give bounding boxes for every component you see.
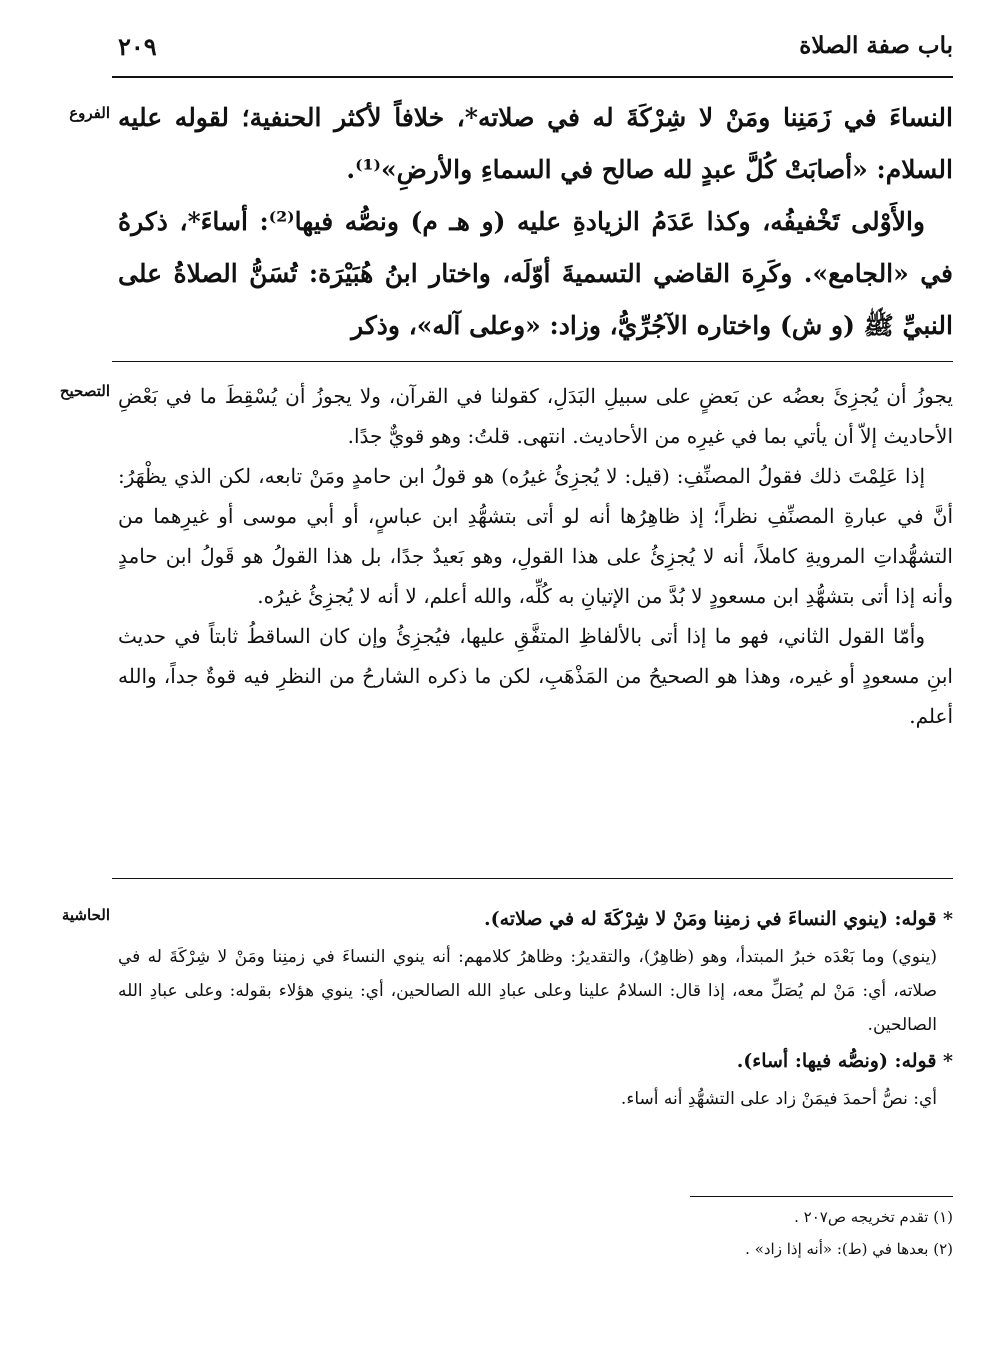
footnote-2: (٢) بعدها في (ط): «أنه إذا زاد» .	[745, 1240, 953, 1258]
furu-paragraph: النساءَ في زَمَنِنا ومَنْ لا شِرْكَةَ له في صلاته*، خلافاً لأكثر الحنفية؛ لقوله عليه السلام: «أصابَتْ كُلَّ عبدٍ لله صالح في السماءِ والأرضِ»⁽¹⁾.	[118, 103, 953, 184]
section-divider	[112, 361, 953, 362]
section-divider	[112, 878, 953, 879]
furu-paragraph: والأَوْلى تَخْفيفُه، وكذا عَدَمُ الزيادةِ عليه (و هـ م) ونصُّه فيها⁽²⁾: أساءَ*، ذكرهُ في «الجامع». وكَرِهَ القاضي التسميةَ أوّلَه، واختار ابنُ هُبَيْرَة: تُسَنُّ الصلاةُ على النبيِّ ﷺ (و ش) واختاره الآجُرِّيُّ، وزاد: «وعلى آله»، وذكر	[118, 207, 953, 340]
page-number: ٢٠٩	[118, 32, 157, 61]
hashiya-quote-heading: * قوله: (ونصُّه فيها: أساء).	[736, 1050, 953, 1072]
hashiya-section	[118, 900, 953, 1116]
footnote-1: (١) تقدم تخريجه ص٢٠٧ .	[794, 1208, 953, 1226]
side-label-furu: الفروع	[69, 104, 110, 122]
tashih-paragraph: إذا عَلِمْتَ ذلك فقولُ المصنِّفِ: (قيل: لا يُجزِئُ غيرُه) هو قولُ ابن حامدٍ ومَنْ تابعه، لكن الذي يظْهَرُ: أنَّ في عبارةِ المصنِّفِ نظراً؛ إذ ظاهِرُها أنه لو أتى بتشهُّدِ ابن عباسٍ، أو أبي موسى أو غيرِهما من التشهُّداتِ المرويةِ كاملاً، أنه لا يُجزِئُ على هذا القولِ، وهو بَعيدٌ جدًا، بل هذا القولُ هو قَولُ ابن حامدٍ وأنه إذا أتى بتشهُّدِ ابن مسعودٍ لا بُدَّ من الإتيانِ به كُلِّه، والله أعلم، لا أنه لا يُجزِئُ غيرُه.	[118, 464, 953, 608]
hashiya-commentary: أي: نصُّ أحمدَ فيمَنْ زاد على التشهُّدِ أنه أساء.	[620, 1089, 937, 1109]
hashiya-quote-heading: * قوله: (ينوي النساءَ في زمنِنا ومَنْ لا شِرْكَةَ له في صلاته).	[483, 908, 953, 930]
side-label-tashih: التصحيح	[59, 382, 110, 400]
furu-section	[118, 92, 953, 352]
header-rule	[112, 76, 953, 78]
hashiya-commentary: (ينوي) وما بَعْدَه خبرُ المبتدأ، وهو (ظاهِرٌ)، والتقديرُ: وظاهرُ كلامهم: أنه ينوي النساءَ في زمنِنا ومَنْ لا شِرْكَةَ له في صلاته، أي: مَنْ لم يُصَلِّ معه، إذا قال: السلامُ علينا وعلى عبادِ الله الصالحين، أي: ينوي هؤلاء بقوله: وعلى عبادِ الله الصالحين.	[118, 947, 937, 1035]
tashih-section	[118, 376, 953, 736]
side-label-hashiya: الحاشية	[61, 906, 110, 924]
footnote-rule	[690, 1196, 953, 1197]
tashih-paragraph: يجوزُ أن يُجزِئَ بعضُه عن بَعضٍ على سبيلِ البَدَلِ، كقولنا في القرآن، ولا يجوزُ أن يُسْقِطَ ما في بَعْضِ الأحاديث إلاّ أن يأتي بما في غيرِه من الأحاديث. انتهى. قلتُ: وهو قويٌّ جدًا.	[118, 384, 953, 448]
tashih-paragraph: وأمّا القول الثاني، فهو ما إذا أتى بالألفاظِ المتفَّقِ عليها، فيُجزِئُ وإن كان الساقطُ ثابتاً في حديث ابنِ مسعودٍ أو غيره، وهذا هو الصحيحُ من المَذْهَبِ، لكن ما ذكره الشارحُ من النظرِ فيه قوةٌ جداً، والله أعلم.	[118, 624, 953, 728]
chapter-title: باب صفة الصلاة	[799, 32, 953, 59]
